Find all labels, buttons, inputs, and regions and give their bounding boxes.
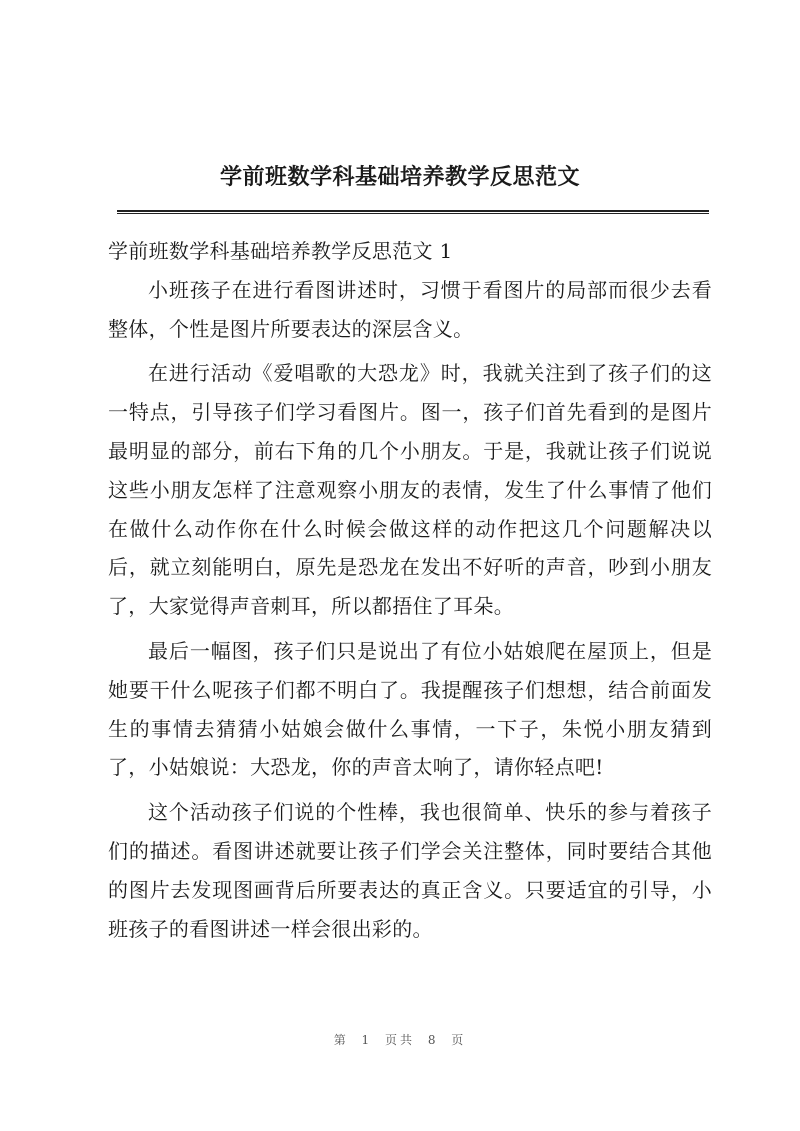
paragraph-2: 在进行活动《爱唱歌的大恐龙》时，我就关注到了孩子们的这一特点，引导孩子们学习看图片。图一，孩子们首先看到的是图片最明显的部分，前右下角的几个小朋友。于是，我就让孩子们说说这些小朋友怎样了注意观察小朋友的表情，发生了什么事情了他们在做什么动作你在什么时候会做这样的动作把这几个问题解决以后，就立刻能明白，原先是恐龙在发出不好听的声音，吵到小朋友了，大家觉得声音刺耳，所以都捂住了耳朵。 bbox=[108, 361, 712, 619]
section-subtitle: 学前班数学科基础培养教学反思范文 1 bbox=[108, 239, 453, 263]
page-footer: 第 1 页共 8 页 bbox=[333, 1033, 467, 1047]
title-divider bbox=[117, 210, 709, 214]
document-body bbox=[108, 232, 712, 948]
paragraph-4: 这个活动孩子们说的个性棒，我也很简单、快乐的参与着孩子们的描述。看图讲述就要让孩子们学会关注整体，同时要结合其他的图片去发现图画背后所要表达的真正含义。只要适宜的引导，小班孩子的看图讲述一样会很出彩的。 bbox=[108, 800, 712, 941]
paragraph-1: 小班孩子在进行看图讲述时，习惯于看图片的局部而很少去看整体，个性是图片所要表达的深层含义。 bbox=[108, 277, 712, 341]
document-title: 学前班数学科基础培养教学反思范文 bbox=[219, 164, 580, 190]
paragraph-3: 最后一幅图，孩子们只是说出了有位小姑娘爬在屋顶上，但是她要干什么呢孩子们都不明白了。我提醒孩子们想想，结合前面发生的事情去猜猜小姑娘会做什么事情，一下子，朱悦小朋友猜到了，小姑娘说：大恐龙，你的声音太响了，请你轻点吧! bbox=[108, 638, 712, 780]
